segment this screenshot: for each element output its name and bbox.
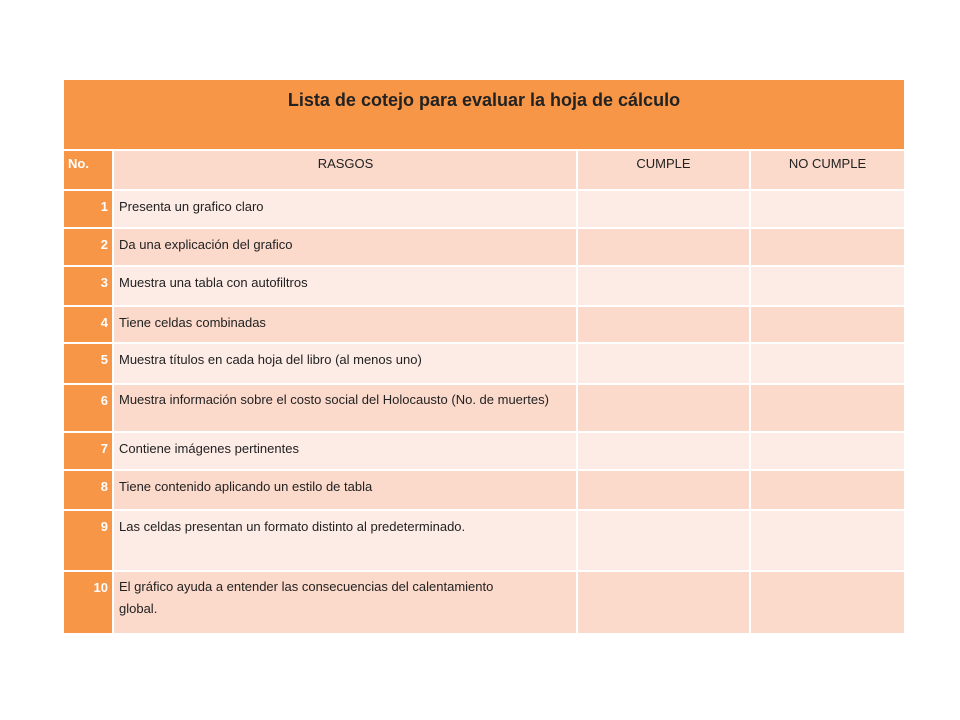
row-rasgo: Tiene contenido aplicando un estilo de tabla [114,471,578,509]
cumple-cell[interactable] [578,229,751,265]
header-no: No. [64,151,114,189]
no-cumple-cell[interactable] [751,385,904,431]
table-title-row [64,80,904,151]
row-rasgo: Da una explicación del grafico [114,229,578,265]
no-cumple-cell[interactable] [751,572,904,633]
cumple-cell[interactable] [578,433,751,469]
cumple-cell[interactable] [578,511,751,570]
checklist-table [64,80,904,633]
table-row [64,433,904,471]
row-rasgo: Muestra información sobre el costo social del Holocausto (No. de muertes) [114,381,578,431]
row-rasgo: El gráfico ayuda a entender las consecuencias del calentamiento global. [114,568,578,633]
table-row [64,191,904,229]
row-number: 7 [64,433,114,469]
cumple-cell[interactable] [578,572,751,633]
row-number: 2 [64,229,114,265]
cumple-cell[interactable] [578,385,751,431]
header-no-cumple: NO CUMPLE [788,156,867,171]
cumple-cell[interactable] [578,471,751,509]
row-number: 5 [64,344,114,383]
row-number: 8 [64,471,114,509]
row-rasgo: Muestra una tabla con autofiltros [114,267,578,305]
header-rasgos: RASGOS [114,151,578,189]
table-row [64,267,904,307]
no-cumple-cell[interactable] [751,471,904,509]
row-number: 6 [64,385,114,431]
no-cumple-cell[interactable] [751,511,904,570]
row-number: 9 [64,511,114,570]
cumple-cell[interactable] [578,191,751,227]
no-cumple-cell[interactable] [751,307,904,342]
row-number: 3 [64,267,114,305]
row-number: 1 [64,191,114,227]
row-rasgo: Presenta un grafico claro [114,191,578,227]
no-cumple-cell[interactable] [751,433,904,469]
cumple-cell[interactable] [578,267,751,305]
row-number: 4 [64,307,114,342]
no-cumple-cell[interactable] [751,344,904,383]
cumple-cell[interactable] [578,307,751,342]
table-row [64,511,904,572]
row-rasgo: Las celdas presentan un formato distinto al predeterminado. [114,511,578,570]
table-row [64,471,904,511]
table-row [64,307,904,344]
header-row [64,151,904,191]
row-rasgo: Contiene imágenes pertinentes [114,433,578,469]
cumple-cell[interactable] [578,344,751,383]
row-number: 10 [64,572,114,633]
row-rasgo: Tiene celdas combinadas [114,307,578,342]
table-title: Lista de cotejo para evaluar la hoja de cálculo [287,90,681,110]
table-row [64,385,904,433]
no-cumple-cell[interactable] [751,229,904,265]
table-row [64,229,904,267]
no-cumple-cell[interactable] [751,267,904,305]
header-cumple: CUMPLE [578,151,751,189]
table-row [64,344,904,385]
no-cumple-cell[interactable] [751,191,904,227]
table-row [64,572,904,633]
row-rasgo: Muestra títulos en cada hoja del libro (al menos uno) [114,344,578,383]
